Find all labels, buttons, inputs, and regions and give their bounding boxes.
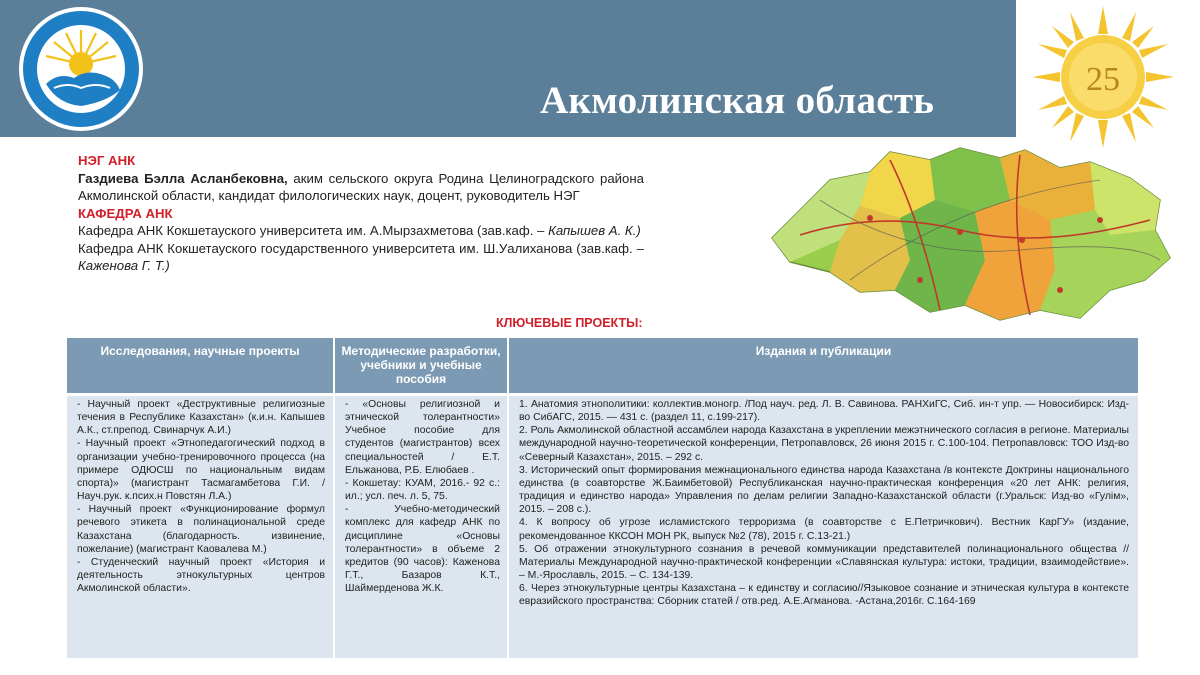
list-item: - Учебно-методический комплекс для кафедр АНК по дисциплине «Основы толерантности» в объеме 2 кредитов (90 часов): Каженова Г.Т., Базаров К.Т., Шаймерденова Ж.К. — [345, 504, 500, 595]
list-item: - «Основы религиозной и этнической толерантности» Учебное пособие для студентов (магистрантов) всех специальностей / Е.Т. Ельжанова, Р.Б. Елюбаев . — [345, 399, 500, 476]
list-item: 4. К вопросу об угрозе исламистского терроризма (в соавторстве с Е.Петричкович). Вестник КарГУ» (издание, рекомендованное ККСОН МОН РК, выпуск №2 (78), 2015 г. С.13-21.) — [519, 517, 1129, 542]
chair-heading: КАФЕДРА АНК — [78, 205, 173, 221]
leader-name: Газдиева Бэлла Асланбековна, — [78, 170, 288, 186]
key-projects-heading: КЛЮЧЕВЫЕ ПРОЕКТЫ: — [496, 316, 643, 330]
chair-2-head: Каженова Г. Т.) — [78, 258, 170, 273]
neg-heading: НЭГ АНК — [78, 153, 136, 168]
leader-description: аким сельского округа Родина Целиноградского района Акмолинской области, кандидат филологических наук, доцент, руководитель НЭГ — [78, 170, 644, 203]
publications-column — [519, 398, 1129, 609]
info-block — [78, 152, 644, 275]
column-divider — [507, 338, 509, 658]
assembly-logo — [18, 6, 144, 132]
anniversary-emblem — [1030, 4, 1176, 150]
list-item: - Научный проект «Деструктивные религиозные течения в Республике Казахстан» (к.и.н. Капышев А.К., ст.препод. Свинарчук А.И.) — [77, 399, 325, 437]
header-publications: Издания и публикации — [509, 338, 1138, 393]
projects-table — [67, 338, 1138, 658]
header-methods: Методические разработки, учебники и учебные пособия — [335, 338, 507, 393]
list-item: 3. Исторический опыт формирования межнационального единства народа Казахстана /в контексте Доктрины национального единства (в соавторстве Ж.Баимбетовой) Республиканская научно-практическая конференция «20 лет АНК: религия, традиция и единство народа» Управления по делам религии Западно-Казахстанской области (г.Уральск: Изд-во «Гулім», 2015. – 208 с.). — [519, 464, 1129, 516]
list-item: - Кокшетау: КУАМ, 2016.- 92 с.: ил.; усл. печ. л. 5, 75. — [345, 477, 500, 503]
list-item: - Научный проект «Этнопедагогический подход в организации учебно-тренировочного процесса (на примере ОДЮСШ по национальным видам спорта)» (магистрант Тасмагамбетова Г.И. /Науч.рук. к.псих.н Повстян Л.А.) — [77, 438, 325, 503]
chair-2 — [78, 240, 644, 275]
chair-1-head: Капышев А. К.) — [548, 223, 641, 238]
chair-1 — [78, 222, 644, 240]
list-item: 2. Роль Акмолинской областной ассамблеи народа Казахстана в укреплении межэтнического согласия в регионе. Материалы международной научно-теоретической конференции, Петропавловск, 26 июня 2015 г. С.100-104. Петропавловск: ТОО Изд-во «Северный Казахстан», 2015. – 292 с. — [519, 425, 1129, 463]
anniversary-number: 25 — [1086, 61, 1120, 98]
column-divider — [333, 338, 335, 658]
page-title: Акмолинская область — [540, 79, 935, 122]
methods-column — [345, 398, 500, 595]
chair-2-text: Кафедра АНК Кокшетауского государственного университета им. Ш.Уалиханова (зав.каф. – — [78, 240, 644, 256]
list-item: - Студенческий научный проект «История и деятельность этнокультурных центров Акмолинской области». — [77, 556, 325, 595]
list-item: 6. Через этнокультурные центры Казахстана – к единству и согласию//Языковое сознание и этническая культура в контексте евразийского пространства: Сборник статей / отв.ред. А.Е.Агманова. -Астана,2016г. С.164-169 — [519, 583, 1129, 608]
chair-1-text: Кафедра АНК Кокшетауского университета им. А.Мырзахметова (зав.каф. – — [78, 223, 549, 238]
list-item: - Научный проект «Функционирование формул речевого этикета в полинациональной среде Казахстана (благодарность. извинение, пожелание) (магистрант Каовалева М.) — [77, 504, 325, 555]
neg-leader — [78, 170, 644, 205]
header-divider — [67, 393, 1138, 396]
list-item: 1. Анатомия этнополитики: коллектив.моногр. /Под науч. ред. Л. В. Савинова. РАНХиГС, Сиб. ин-т упр. — Новосибирск: Изд-во СибАГС, 2015. — 431 с. (раздел 11, с.199-217). — [519, 399, 1129, 424]
region-map — [760, 140, 1190, 325]
header-research: Исследования, научные проекты — [67, 338, 333, 393]
research-column — [77, 398, 325, 595]
list-item: 5. Об отражении этнокультурного сознания в речевой коммуникации представителей полинационального общества // Материалы Международной научно-практической конференции «Славянская культура: истоки, традиции, взаимодействие». – М.-Ярославль, 2015. – С. 134-139. — [519, 543, 1129, 582]
